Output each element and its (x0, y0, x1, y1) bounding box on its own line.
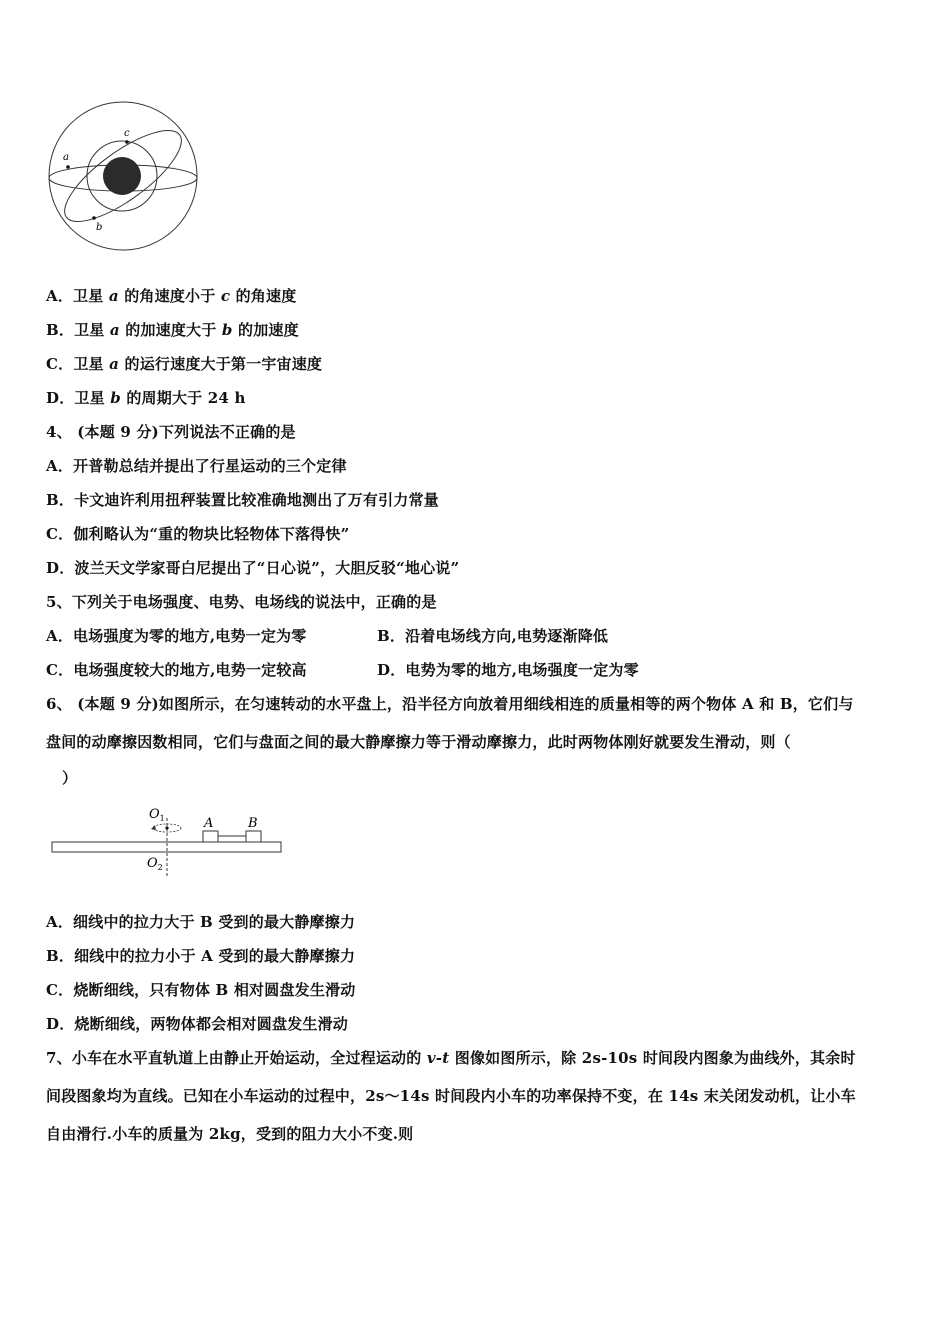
q6-stem-line3: ） (62, 769, 78, 787)
q6-option-a: A．细线中的拉力大于 B 受到的最大静摩擦力 (46, 913, 356, 931)
q5-option-c: C．电场强度较大的地方,电势一定较高 (46, 661, 307, 679)
q7-stem-line2: 间段图象均为直线。已知在小车运动的过程中，2s～14s 时间段内小车的功率保持不变，在 14s 末关闭发动机，让小车 (46, 1087, 856, 1105)
label-a-block: A (204, 816, 214, 831)
q3-option-c: C．卫星 a 的运行速度大于第一宇宙速度 (46, 355, 323, 373)
q3-option-a: A．卫星 a 的角速度小于 c 的角速度 (46, 287, 297, 305)
q5-stem: 5、下列关于电场强度、电势、电场线的说法中，正确的是 (46, 593, 437, 611)
q7-stem-line3: 自由滑行.小车的质量为 2kg，受到的阻力大小不变.则 (46, 1125, 414, 1143)
satellite-b-dot (92, 216, 96, 220)
earth-globe (103, 157, 141, 195)
q4-option-a: A．开普勒总结并提出了行星运动的三个定律 (46, 457, 347, 475)
axis-center-dot (165, 826, 168, 829)
q5-option-a: A．电场强度为零的地方,电势一定为零 (46, 627, 307, 645)
q4-option-b: B．卡文迪许利用扭秤装置比较准确地测出了万有引力常量 (46, 491, 439, 509)
q7-stem-line1: 7、小车在水平直轨道上由静止开始运动，全过程运动的 v-t 图像如图所示，除 2s-10s 时间段内图象为曲线外，其余时 (46, 1049, 856, 1067)
q6-stem-line1: 6、 (本题 9 分)如图所示，在匀速转动的水平盘上，沿半径方向放着用细线相连的质量相等的两个物体 A 和 B，它们与 (46, 695, 854, 713)
q6-option-c: C．烧断细线，只有物体 B 相对圆盘发生滑动 (46, 981, 356, 999)
label-o2: $O_2$ (147, 856, 163, 872)
q6-stem-line2: 盘间的动摩擦因数相同，它们与盘面之间的最大静摩擦力等于滑动摩擦力，此时两物体刚好就要发生滑动，则（ (46, 733, 791, 751)
label-a: a (63, 152, 69, 163)
satellite-c-dot (125, 140, 129, 144)
label-c: c (124, 128, 130, 139)
label-b-block: B (248, 816, 258, 831)
q4-option-c: C．伽利略认为“重的物块比轻物体下落得快” (46, 525, 350, 543)
block-b (246, 831, 261, 842)
q4-option-d: D．波兰天文学家哥白尼提出了“日心说”，大胆反驳“地心说” (46, 559, 460, 577)
q5-option-b: B．沿着电场线方向,电势逐渐降低 (377, 627, 609, 645)
q5-option-d: D．电势为零的地方,电场强度一定为零 (377, 661, 639, 679)
q4-stem: 4、 (本题 9 分)下列说法不正确的是 (46, 423, 296, 441)
rotating-disk-figure (48, 800, 288, 880)
label-o1: $O_1$ (149, 807, 165, 823)
q3-option-b: B．卫星 a 的加速度大于 b 的加速度 (46, 321, 299, 339)
q6-option-b: B．细线中的拉力小于 A 受到的最大静摩擦力 (46, 947, 356, 965)
rotation-arrowhead (151, 825, 156, 830)
q6-option-d: D．烧断细线，两物体都会相对圆盘发生滑动 (46, 1015, 349, 1033)
q3-option-d: D．卫星 b 的周期大于 24 h (46, 389, 246, 407)
satellite-a-dot (66, 165, 70, 169)
block-a (203, 831, 218, 842)
label-b: b (96, 222, 103, 233)
satellite-orbit-figure (44, 98, 204, 258)
